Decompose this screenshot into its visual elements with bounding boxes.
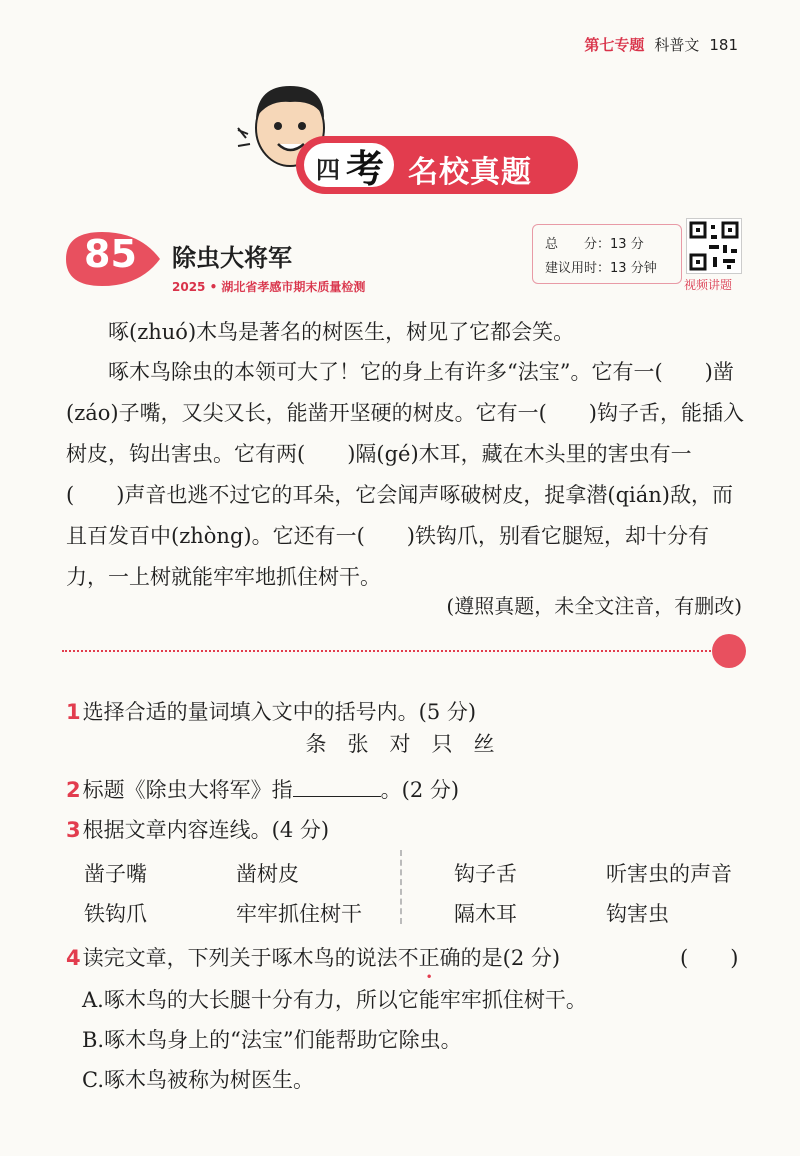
page-number: 181: [709, 35, 738, 54]
question-3: [66, 814, 329, 844]
section-label: 科普文: [654, 36, 700, 54]
question-text: 标题《除虫大将军》指: [82, 778, 293, 802]
question-1: [66, 696, 476, 726]
video-explain-link[interactable]: 视频讲题: [684, 278, 733, 292]
section-divider: [62, 650, 722, 654]
time-label: 建议用时：: [545, 261, 611, 276]
page-header: [584, 34, 738, 55]
question-text: 根据文章内容连线。(4 分): [82, 818, 330, 842]
match-item[interactable]: 铁钩爪: [84, 902, 147, 926]
answer-blank[interactable]: [293, 776, 381, 797]
lesson-source: 2025 • 湖北省孝感市期末质量检测: [172, 280, 366, 294]
question-number: 2: [66, 778, 81, 802]
banner-kao: 考: [346, 147, 385, 191]
match-item[interactable]: 听害虫的声音: [606, 862, 732, 886]
topic-label: 第七专题: [584, 36, 645, 54]
score-time-box: [532, 224, 682, 284]
option-b[interactable]: B.啄木鸟身上的“法宝”们能帮助它除虫。: [82, 1028, 462, 1052]
time-value: 13 分钟: [610, 261, 657, 276]
match-item[interactable]: 钩害虫: [606, 902, 669, 926]
banner-four: 四: [316, 156, 340, 184]
option-c[interactable]: C.啄木鸟被称为树医生。: [82, 1068, 314, 1092]
source-note: (遵照真题，未全文注音，有删改): [446, 594, 742, 618]
question-4: [66, 942, 560, 972]
match-item[interactable]: 牢牢抓住树干: [236, 902, 362, 926]
article-paragraph-1: 啄(zhuó)木鸟是著名的树医生，树见了它都会笑。: [108, 320, 575, 344]
lesson-number: 85: [84, 232, 137, 276]
question-score: 的是(2 分): [460, 946, 561, 970]
exam-banner: [296, 136, 578, 194]
article-paragraph-2: 啄木鸟除虫的本领可大了！它的身上有许多“法宝”。它有一( )凿(záo)子嘴，又尖又长，能凿开坚硬的树皮。它有一( )钩子舌，能插入树皮，钩出害虫。它有两( )隔(gé)木耳，藏在木头里的害虫有一( )声音也逃不过它的耳朵，它会闻声啄破树皮，捉拿潜(qián)敌，而且百发百中(zhòng)。它还有一( )铁钩爪，别看它腿短，却十分有力，一上树就能牢牢地抓住树干。: [66, 360, 744, 589]
total-score-value: 13 分: [610, 237, 644, 252]
qr-code-icon[interactable]: [686, 218, 742, 274]
emphasized-text: 不正确: [397, 946, 461, 970]
question-text: 选择合适的量词填入文中的括号内。(5 分): [82, 700, 477, 724]
answer-paren[interactable]: ( ): [680, 946, 739, 970]
question-number: 1: [66, 700, 81, 724]
lesson-title: 除虫大将军: [172, 244, 292, 272]
question-number: 3: [66, 818, 81, 842]
measure-word-options: 条 张 对 只 丝: [305, 732, 495, 756]
match-item[interactable]: 钩子舌: [454, 862, 517, 886]
option-a[interactable]: A.啄木鸟的大长腿十分有力，所以它能牢牢抓住树干。: [82, 988, 587, 1012]
question-score: 。(2 分): [380, 778, 460, 802]
banner-title: 名校真题: [408, 155, 532, 190]
match-item[interactable]: 凿子嘴: [84, 862, 147, 886]
match-divider: [400, 850, 402, 924]
total-score-label: 总 分：: [545, 237, 611, 252]
match-item[interactable]: 凿树皮: [236, 862, 299, 886]
yarn-ball-icon: [712, 634, 746, 668]
match-item[interactable]: 隔木耳: [454, 902, 517, 926]
question-text: 读完文章，下列关于啄木鸟的说法: [82, 946, 398, 970]
question-number: 4: [66, 946, 81, 970]
question-2: [66, 774, 459, 804]
